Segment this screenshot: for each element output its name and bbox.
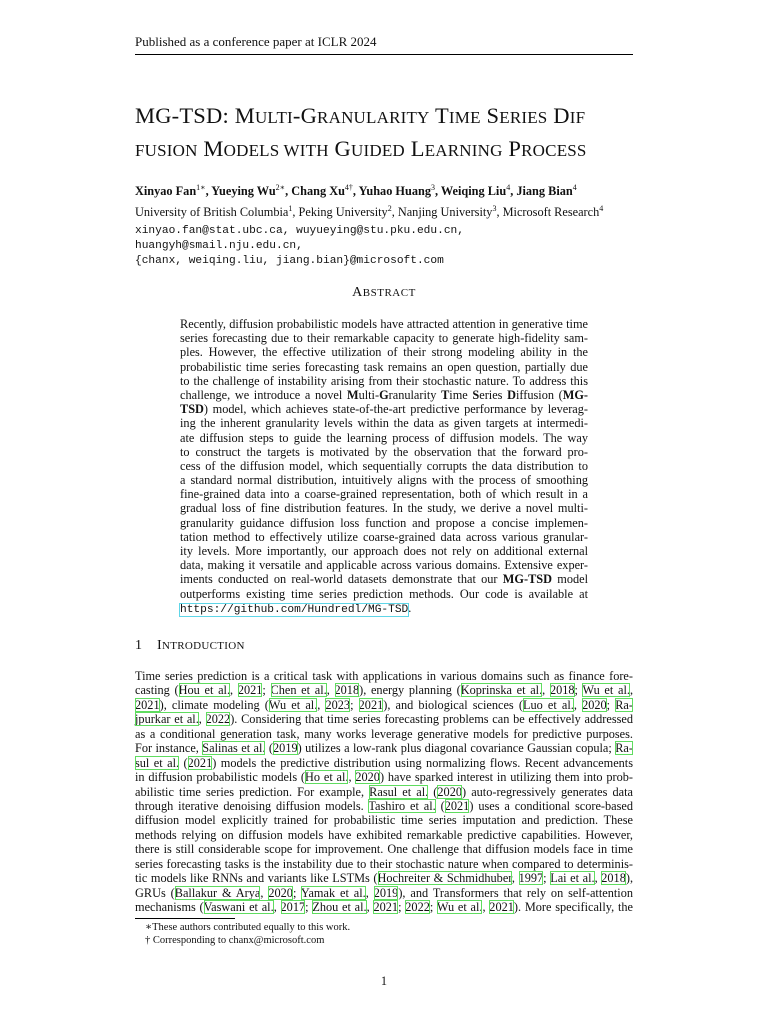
citation-link[interactable]: Ra- (615, 741, 633, 756)
abstract-line: series forecasting due to their remarkable capacity to generate high-fidelity sam- (180, 331, 588, 346)
intro-line: diffusion model explicitly trained for probabilistic time series imputation and prediction. These (135, 813, 633, 828)
abstract-line: probabilistic time series forecasting task remains an open question, partially due (180, 359, 588, 374)
citation-link[interactable]: 2021 (373, 900, 399, 914)
intro-line: tic models like RNNs and variants like LSTMs (Hochreiter & Schmidhuber, 1997; Lai et al., 2018), (135, 871, 634, 886)
intro-line: in diffusion probabilistic models (Ho et al., 2020) have sparked interest in utilizing them into prob- (135, 770, 633, 785)
title-line-1: MG-TSD: MULTI-GRANULARITY TIME SERIES DIF (135, 103, 586, 128)
page-number: 1 (380, 974, 388, 988)
citation-link[interactable]: 2023 (325, 697, 351, 712)
intro-line: Time series prediction is a critical task with applications in various domains such as finance fore- (135, 669, 633, 683)
citation-link[interactable]: Wu et al. (582, 683, 630, 698)
citation-link[interactable]: 2021 (135, 697, 160, 712)
intro-line: casting (Hou et al., 2021; Chen et al., 2018), energy planning (Koprinska et al., 2018; Wu et al., (135, 683, 634, 698)
email-line: xinyao.fan@stat.ubc.ca, wuyueying@stu.pku.edu.cn, (135, 225, 464, 237)
citation-link[interactable]: 2017 (280, 900, 306, 914)
abstract-line: TSD) model, which achieves state-of-the-art predictive performance by leverag- (180, 402, 588, 417)
citation-link[interactable]: 2020 (355, 770, 380, 785)
intro-line: sul et al. (2021) models the predictive distribution using normalizing flows. Recent advancements (135, 755, 634, 770)
intro-line: through iterative denoising diffusion models. Tashiro et al. (2021) uses a conditional score-based (135, 798, 634, 813)
intro-line: abilistic time series prediction. For example, Rasul et al. (2020) auto-regressively generates data (135, 784, 633, 799)
citation-link[interactable]: Ho et al. (305, 770, 349, 785)
citation-link[interactable]: Salinas et al. (202, 741, 266, 756)
footnote-divider (135, 918, 235, 919)
citation-link[interactable]: Ra- (615, 697, 633, 712)
citation-link[interactable]: 2021 (444, 798, 470, 813)
abstract-line: ate diffusion steps to guide the learning process of diffusion models. The way (180, 430, 588, 445)
citation-link[interactable]: 2018 (549, 683, 575, 698)
email-list (135, 224, 655, 269)
author-list: Xinyao Fan$^{1∗}$, Yueying $Wu^{2∗}$, Chang $Xu^{4\dagger}$, Yuhao Huang$^3$, Weiqing Liu$^4$, Jiang Bian$^4$ (135, 183, 577, 199)
abstract-line: outperforms existing time series prediction methods. Our code is available at (180, 586, 588, 601)
footnote-equal-contribution: ∗These authors contributed equally to this work. (145, 922, 351, 933)
abstract-line: to the challenge of instability arising from their stochastic nature. To address this (180, 373, 588, 388)
citation-link[interactable]: sul et al. (135, 755, 180, 770)
abstract-line: ples. However, the effective utilization of their strong modeling ability in the (180, 345, 588, 360)
citation-link[interactable]: Chen et al. (270, 683, 327, 698)
citation-link[interactable]: Ballakur & Arya (174, 885, 261, 900)
intro-line: 2021), climate modeling (Wu et al., 2023; 2021), and biological sciences (Luo et al., 2020; Ra- (135, 697, 633, 712)
title-line-2: FUSION MODELS WITH GUIDED LEARNING PROCESS (135, 136, 587, 161)
citation-link[interactable]: Zhou et al. (312, 900, 367, 914)
citation-link[interactable]: Tashiro et al. (368, 798, 436, 813)
paper-title (135, 100, 645, 166)
citation-link[interactable]: 1997 (518, 871, 544, 886)
author-name: Chang Xu (291, 184, 345, 199)
abstract-line: ity levels. More importantly, our approach does not rely on additional external (180, 544, 588, 558)
footnote-corresponding-author: † Corresponding to chanx@microsoft.com (145, 934, 325, 946)
section-heading-introduction: 1 INTRODUCTION (135, 638, 245, 653)
intro-line: series forecasting tasks is the instability due to their stochastic nature when compared to determinis- (135, 856, 633, 871)
citation-link[interactable]: Hochreiter & Schmidhuber (377, 871, 512, 886)
citation-link[interactable]: Wu et al. (436, 900, 483, 914)
citation-link[interactable]: Yamak et al. (300, 885, 366, 900)
abstract-line: ing the inherent granularity levels within the data as given targets at intermedi- (180, 416, 588, 431)
author-name: Xinyao Fan (135, 184, 197, 199)
citation-link[interactable]: 2021 (187, 755, 213, 770)
citation-link[interactable]: Vaswani et al. (203, 900, 274, 914)
email-line: {chanx, weiqing.liu, jiang.bian}@microsoft.com (135, 255, 444, 267)
citation-link[interactable]: 2022 (405, 900, 430, 914)
author-name: Yuhao Huang (358, 184, 431, 199)
abstract-line: iments conducted on real-world datasets demonstrate that our MG-TSD model (180, 572, 588, 587)
abstract-line: Recently, diffusion probabilistic models have attracted attention in generative time (180, 317, 588, 331)
abstract-line: https://github.com/Hundredl/MG-TSD. (180, 600, 412, 616)
intro-line: jpurkar et al., 2022). Considering that time series forecasting problems can be effectively addressed (135, 712, 633, 727)
citation-link[interactable]: Lai et al. (550, 871, 595, 886)
footnotes (145, 922, 625, 947)
intro-line: there is still considerable scope for improvement. One challenge that diffusion models face in time (135, 842, 633, 857)
intro-line: GRUs (Ballakur & Arya, 2020; Yamak et al., 2019), and Transformers that rely on self-attention (135, 885, 633, 900)
citation-link[interactable]: 2020 (582, 697, 607, 712)
intro-line: methods relying on diffusion models have exhibited remarkable predictive capabilities. However, (135, 827, 633, 842)
author-name: Jiang Bian (516, 184, 573, 199)
running-header: Published as a conference paper at ICLR 2024 (135, 34, 633, 55)
author-name: Yueying Wu (211, 184, 276, 199)
citation-link[interactable]: 2019 (373, 885, 399, 900)
citation-link[interactable]: 2020 (437, 784, 462, 799)
citation-link[interactable]: 2021 (237, 683, 263, 698)
affiliation-list: University of British Columbia$^1$, Peking University$^2$, Nanjing University$^3$, Microsoft Research$^4$ (135, 204, 604, 220)
abstract-body (180, 317, 588, 615)
citation-link[interactable]: 2022 (205, 712, 231, 727)
abstract-line: a standard normal distribution, intuitively aligns with the process of smoothing (180, 473, 588, 488)
citation-link[interactable]: Luo et al. (522, 697, 574, 712)
intro-line: For instance, Salinas et al. (2019) utilizes a low-rank plus diagonal covariance Gaussian copula; Ra- (135, 741, 633, 756)
code-repository-link[interactable]: https://github.com/Hundredl/MG-TSD (180, 603, 409, 616)
citation-link[interactable]: 2018 (334, 683, 360, 698)
abstract-line: challenge, we introduce a novel Multi-Granularity Time Series Diffusion (MG- (180, 387, 589, 402)
citation-link[interactable]: 2021 (358, 697, 384, 712)
citation-link[interactable]: 2018 (601, 871, 626, 886)
abstract-line: tation method to effectively utilize coarse-grained data across various granular- (180, 529, 588, 544)
email-line: huangyh@smail.nju.edu.cn, (135, 240, 303, 252)
intro-line: as a conditional generation task, many works leverage generative models for predictive purposes. (135, 726, 633, 741)
abstract-line: to construct the targets is motivated by the observation that the forward pro- (180, 444, 588, 459)
abstract-line: data, making it versatile and applicable across various domains. Extensive exper- (180, 558, 588, 573)
abstract-line: gradual loss of fine distribution features. In the study, we derive a novel multi- (180, 501, 588, 516)
author-name: Weiqing Liu (440, 184, 507, 199)
abstract-line: fine-grained data into a coarse-grained representation, both of which result in a (180, 487, 588, 502)
citation-link[interactable]: Koprinska et al. (460, 683, 543, 698)
introduction-body (135, 669, 633, 914)
citation-link[interactable]: 2021 (489, 900, 514, 914)
abstract-line: cess of the diffusion model, which sequentially corrupts the data distribution to (180, 458, 588, 473)
citation-link[interactable]: 2020 (268, 885, 293, 900)
citation-link[interactable]: jpurkar et al. (135, 712, 199, 727)
intro-line: mechanisms (Vaswani et al., 2017; Zhou et al., 2021; 2022; Wu et al., 2021). More specifically, the (135, 900, 633, 914)
citation-link[interactable]: 2019 (273, 741, 298, 756)
citation-link[interactable]: Rasul et al. (369, 784, 429, 799)
abstract-line: granularity guidance diffusion loss function and propose a concise implemen- (180, 515, 588, 530)
citation-link[interactable]: Wu et al. (268, 697, 318, 712)
citation-link[interactable]: Hou et al. (178, 683, 231, 698)
abstract-heading: ABSTRACT (352, 285, 416, 300)
